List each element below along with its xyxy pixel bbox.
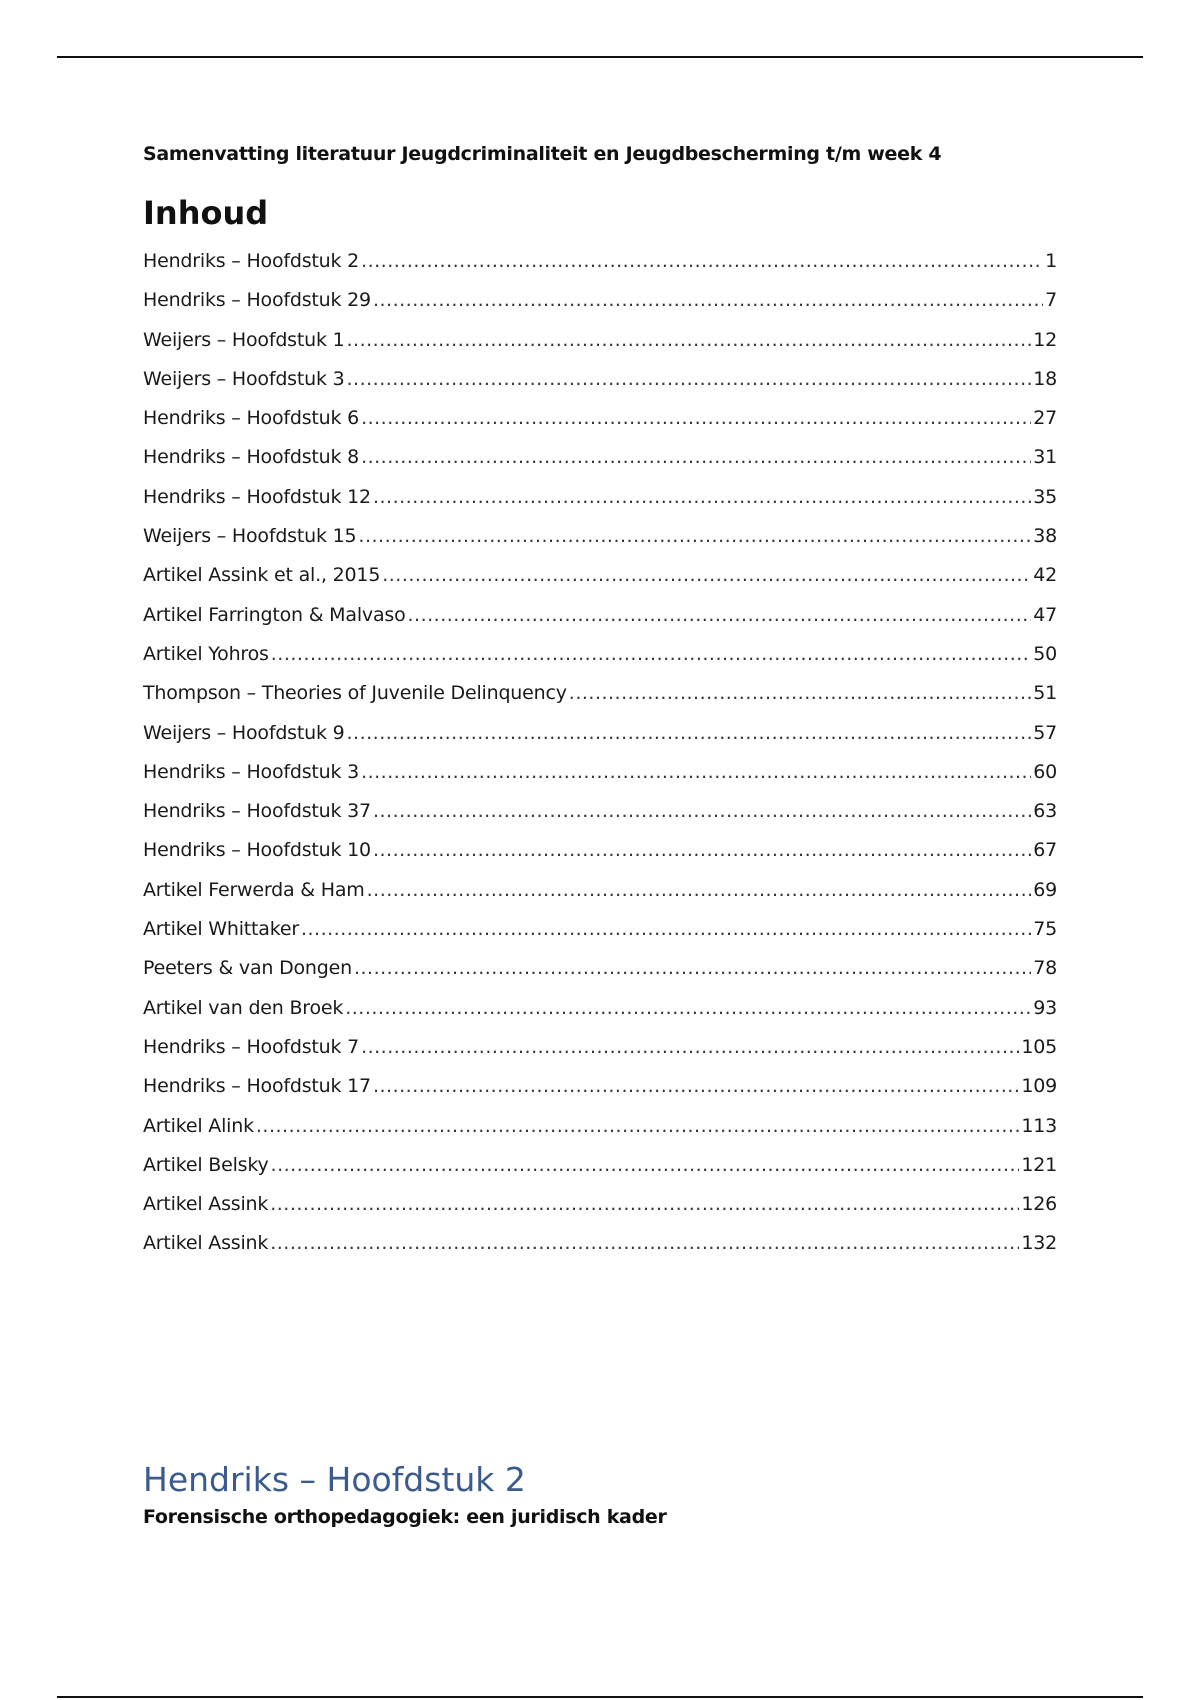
toc-entry-page-number[interactable]: 63 — [1033, 800, 1057, 823]
toc-entry-label[interactable]: Thompson – Theories of Juvenile Delinquency — [143, 682, 567, 705]
toc-entry-label[interactable]: Hendriks – Hoofdstuk 3 — [143, 760, 360, 783]
toc-leader-dots — [408, 604, 1032, 626]
toc-leader-dots — [301, 918, 1031, 940]
toc-entry[interactable] — [143, 722, 1057, 761]
document-title: Samenvatting literatuur Jeugdcriminaliteit en Jeugdbescherming t/m week 4 — [143, 143, 942, 165]
toc-entry-label[interactable]: Artikel Alink — [143, 1114, 254, 1137]
toc-entry-page-number[interactable]: 60 — [1033, 760, 1057, 783]
toc-entry-page-number[interactable]: 27 — [1033, 407, 1057, 430]
toc-leader-dots — [271, 1154, 1020, 1176]
toc-entry-label[interactable]: Artikel Assink et al., 2015 — [143, 564, 381, 587]
toc-entry[interactable] — [143, 1154, 1057, 1193]
toc-entry-page-number[interactable]: 31 — [1033, 446, 1057, 469]
toc-leader-dots — [569, 682, 1031, 704]
toc-leader-dots — [361, 407, 1031, 429]
toc-entry[interactable] — [143, 329, 1057, 368]
toc-entry-label[interactable]: Weijers – Hoofdstuk 3 — [143, 367, 345, 390]
toc-entry-label[interactable]: Hendriks – Hoofdstuk 7 — [143, 1035, 360, 1058]
toc-leader-dots — [373, 839, 1031, 861]
toc-entry[interactable] — [143, 643, 1057, 682]
toc-leader-dots — [271, 643, 1031, 665]
header-rule — [57, 56, 1143, 58]
toc-entry[interactable] — [143, 761, 1057, 800]
toc-entry-label[interactable]: Artikel Yohros — [143, 642, 269, 665]
footer-rule — [57, 1696, 1143, 1698]
toc-entry-label[interactable]: Peeters & van Dongen — [143, 957, 352, 980]
toc-entry-page-number[interactable]: 78 — [1033, 957, 1057, 980]
toc-entry-label[interactable]: Artikel Assink — [143, 1193, 269, 1216]
toc-leader-dots — [347, 722, 1032, 744]
toc-entry[interactable] — [143, 486, 1057, 525]
toc-entry-label[interactable]: Artikel Assink — [143, 1232, 269, 1255]
toc-leader-dots — [361, 1036, 1019, 1058]
toc-entry-page-number[interactable]: 35 — [1033, 485, 1057, 508]
toc-entry[interactable] — [143, 1115, 1057, 1154]
toc-entry-label[interactable]: Hendriks – Hoofdstuk 8 — [143, 446, 360, 469]
toc-entry[interactable] — [143, 446, 1057, 485]
toc-entry-label[interactable]: Hendriks – Hoofdstuk 12 — [143, 485, 371, 508]
toc-entry[interactable] — [143, 918, 1057, 957]
toc-leader-dots — [373, 800, 1031, 822]
toc-entry-label[interactable]: Artikel van den Broek — [143, 996, 344, 1019]
toc-entry-page-number[interactable]: 75 — [1033, 918, 1057, 941]
toc-entry-page-number[interactable]: 105 — [1021, 1035, 1057, 1058]
toc-leader-dots — [345, 997, 1031, 1019]
toc-entry-page-number[interactable]: 93 — [1033, 996, 1057, 1019]
toc-entry[interactable] — [143, 1036, 1057, 1075]
toc-entry-page-number[interactable]: 67 — [1033, 839, 1057, 862]
toc-entry-page-number[interactable]: 47 — [1033, 603, 1057, 626]
toc-entry-page-number[interactable]: 126 — [1021, 1193, 1057, 1216]
toc-entry-page-number[interactable]: 7 — [1045, 289, 1057, 312]
toc-entry[interactable] — [143, 604, 1057, 643]
table-of-contents — [143, 250, 1057, 1272]
toc-leader-dots — [382, 564, 1031, 586]
toc-entry-page-number[interactable]: 1 — [1045, 250, 1057, 272]
toc-entry[interactable] — [143, 957, 1057, 996]
toc-entry[interactable] — [143, 250, 1057, 289]
toc-entry-label[interactable]: Artikel Ferwerda & Ham — [143, 878, 365, 901]
toc-leader-dots — [354, 957, 1031, 979]
toc-leader-dots — [361, 250, 1043, 272]
toc-entry[interactable] — [143, 564, 1057, 603]
toc-entry-label[interactable]: Artikel Farrington & Malvaso — [143, 603, 406, 626]
toc-entry[interactable] — [143, 525, 1057, 564]
toc-leader-dots — [270, 1232, 1019, 1254]
toc-entry-page-number[interactable]: 18 — [1033, 367, 1057, 390]
toc-entry-page-number[interactable]: 12 — [1033, 328, 1057, 351]
toc-entry-page-number[interactable]: 38 — [1033, 525, 1057, 548]
toc-entry-label[interactable]: Hendriks – Hoofdstuk 10 — [143, 839, 371, 862]
section-subtitle: Forensische orthopedagogiek: een juridisch kader — [143, 1506, 667, 1528]
toc-entry-label[interactable]: Weijers – Hoofdstuk 1 — [143, 328, 345, 351]
toc-entry-label[interactable]: Hendriks – Hoofdstuk 37 — [143, 800, 371, 823]
toc-leader-dots — [256, 1115, 1019, 1137]
toc-leader-dots — [347, 368, 1032, 390]
toc-entry-page-number[interactable]: 51 — [1033, 682, 1057, 705]
toc-entry-label[interactable]: Weijers – Hoofdstuk 9 — [143, 721, 345, 744]
toc-leader-dots — [373, 1075, 1019, 1097]
toc-leader-dots — [373, 486, 1031, 508]
toc-entry-page-number[interactable]: 42 — [1033, 564, 1057, 587]
toc-entry-page-number[interactable]: 57 — [1033, 721, 1057, 744]
toc-entry[interactable] — [143, 407, 1057, 446]
toc-leader-dots — [361, 446, 1031, 468]
toc-heading: Inhoud — [143, 194, 269, 232]
toc-entry-page-number[interactable]: 109 — [1021, 1075, 1057, 1098]
toc-entry-page-number[interactable]: 50 — [1033, 642, 1057, 665]
toc-leader-dots — [270, 1193, 1019, 1215]
toc-entry[interactable] — [143, 800, 1057, 839]
toc-entry[interactable] — [143, 1232, 1057, 1271]
toc-leader-dots — [358, 525, 1031, 547]
toc-entry-label[interactable]: Hendriks – Hoofdstuk 2 — [143, 250, 360, 272]
toc-entry[interactable] — [143, 368, 1057, 407]
toc-entry[interactable] — [143, 1075, 1057, 1114]
toc-entry-label[interactable]: Artikel Whittaker — [143, 918, 299, 941]
toc-entry[interactable] — [143, 289, 1057, 328]
toc-entry-label[interactable]: Weijers – Hoofdstuk 15 — [143, 525, 357, 548]
section-heading: Hendriks – Hoofdstuk 2 — [143, 1460, 526, 1499]
toc-entry-label[interactable]: Hendriks – Hoofdstuk 6 — [143, 407, 360, 430]
toc-entry[interactable] — [143, 879, 1057, 918]
toc-entry-label[interactable]: Artikel Belsky — [143, 1153, 269, 1176]
toc-leader-dots — [361, 761, 1031, 783]
toc-entry-page-number[interactable]: 121 — [1021, 1153, 1057, 1176]
toc-leader-dots — [347, 329, 1032, 351]
toc-entry-label[interactable]: Hendriks – Hoofdstuk 17 — [143, 1075, 371, 1098]
toc-entry-label[interactable]: Hendriks – Hoofdstuk 29 — [143, 289, 371, 312]
toc-entry[interactable] — [143, 682, 1057, 721]
toc-entry[interactable] — [143, 839, 1057, 878]
toc-entry-page-number[interactable]: 132 — [1021, 1232, 1057, 1255]
toc-leader-dots — [367, 879, 1032, 901]
toc-entry-page-number[interactable]: 113 — [1021, 1114, 1057, 1137]
toc-entry-page-number[interactable]: 69 — [1033, 878, 1057, 901]
toc-entry[interactable] — [143, 997, 1057, 1036]
toc-entry[interactable] — [143, 1193, 1057, 1232]
toc-leader-dots — [373, 289, 1043, 311]
